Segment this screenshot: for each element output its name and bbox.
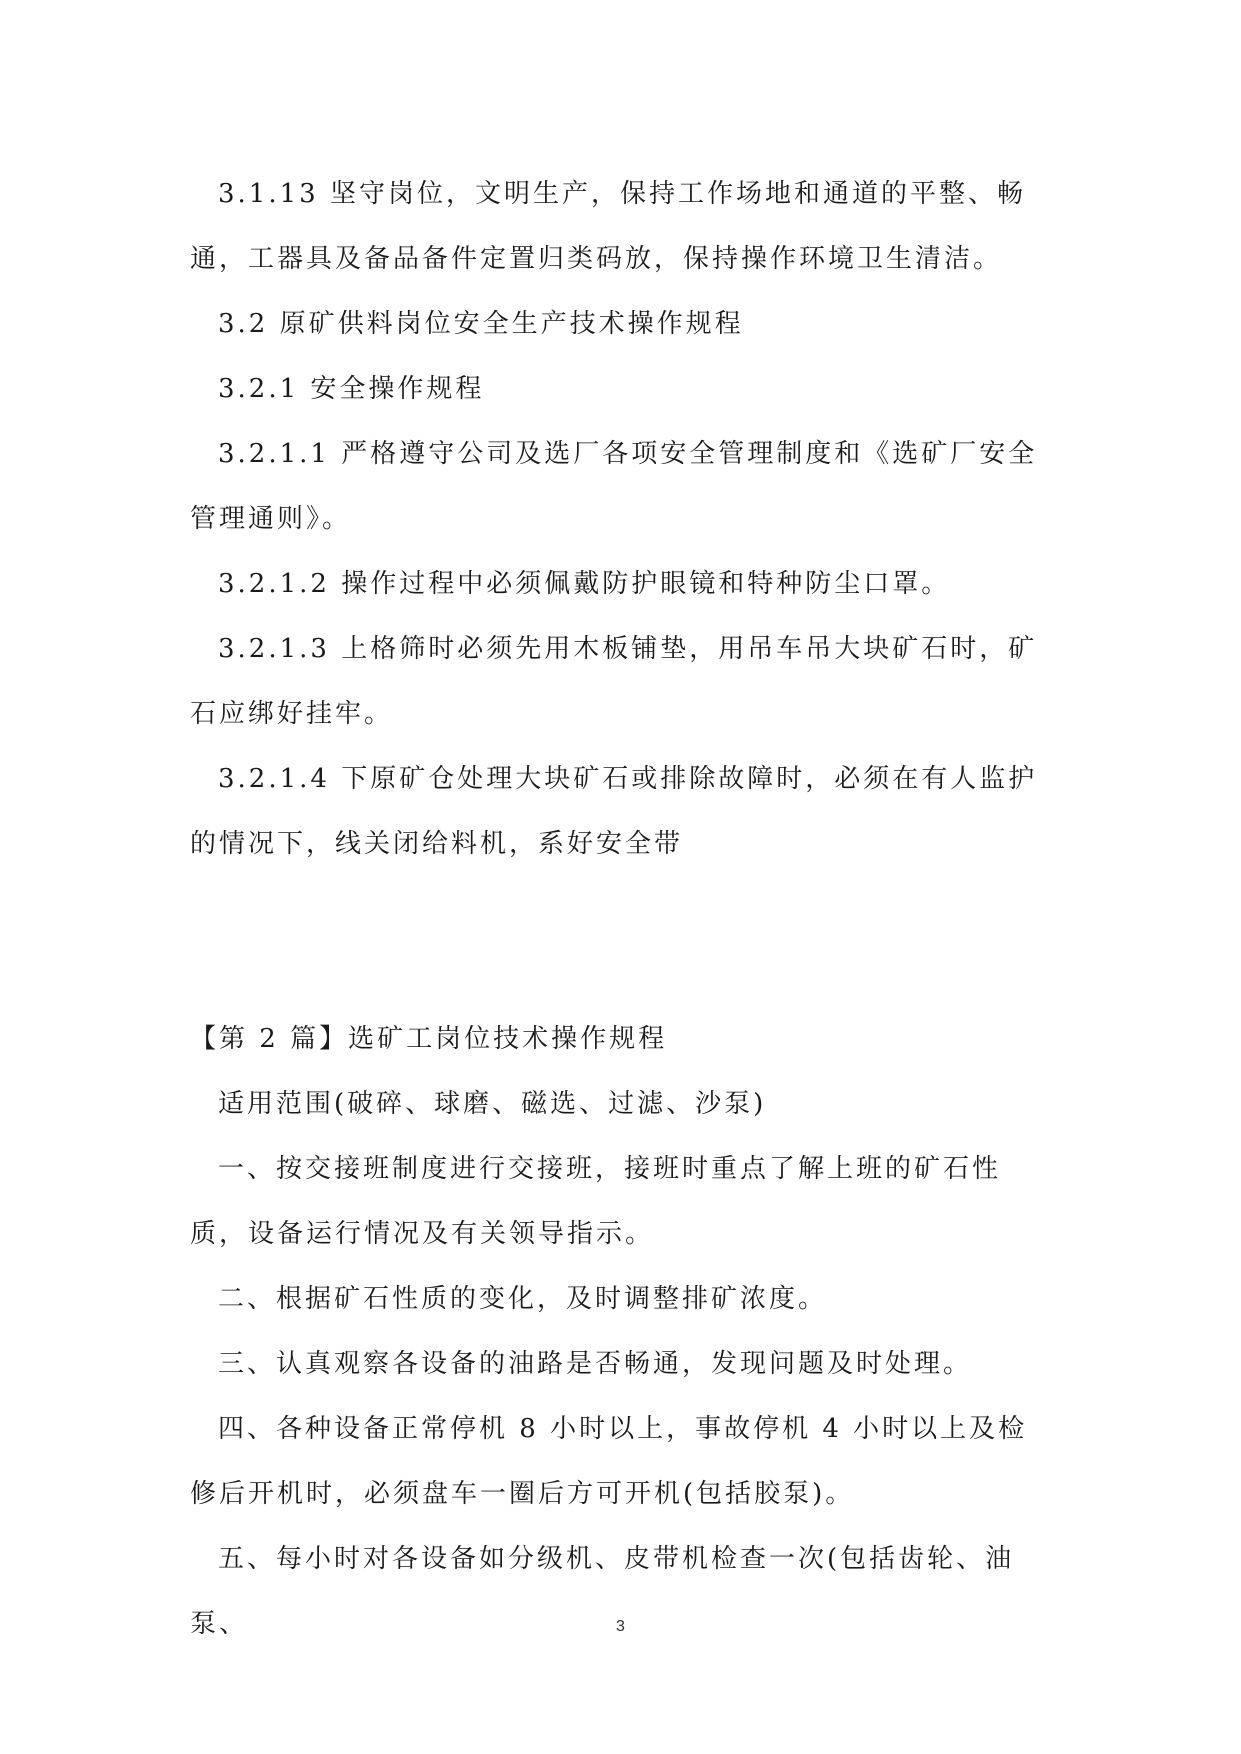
scope-paragraph: 适用范围(破碎、球磨、磁选、过滤、沙泵) <box>218 1089 767 1119</box>
paragraph-3-2-1-4: 3.2.1.4 下原矿仓处理大块矿石或排除故障时，必须在有人监护的情况下，线关闭给料机，系好安全带 <box>190 764 1038 859</box>
paragraph-3-2-1-3: 3.2.1.3 上格筛时必须先用木板铺垫，用吊车吊大块矿石时，矿石应绑好挂牢。 <box>190 634 1038 729</box>
section-gap <box>190 877 1056 1007</box>
paragraph-3-2-1-2: 3.2.1.2 操作过程中必须佩戴防护眼镜和特种防尘口罩。 <box>218 569 951 599</box>
section-2-title: 【第 2 篇】选矿工岗位技术操作规程 <box>190 1024 668 1054</box>
heading-3-2-1: 3.2.1 安全操作规程 <box>218 374 485 404</box>
list-item: 五、每小时对各设备如分级机、皮带机检查一次(包括齿轮、油泵、 <box>190 1544 1015 1639</box>
list-item: 一、按交接班制度进行交接班，接班时重点了解上班的矿石性质，设备运行情况及有关领导指示。 <box>190 1154 1002 1249</box>
list-item: 三、认真观察各设备的油路是否畅通，发现问题及时处理。 <box>218 1349 973 1379</box>
list-item: 四、各种设备正常停机 8 小时以上，事故停机 4 小时以上及检修后开机时，必须盘车一圈后方可开机(包括胶泵)。 <box>190 1414 1028 1509</box>
page-number: 3 <box>616 1618 625 1635</box>
heading-3-2: 3.2 原矿供料岗位安全生产技术操作规程 <box>218 309 744 339</box>
document-body <box>190 162 1056 1657</box>
paragraph-3-1-13: 3.1.13 坚守岗位，文明生产，保持工作场地和通道的平整、畅通，工器具及备品备件定置归类码放，保持操作环境卫生清洁。 <box>190 179 1026 274</box>
list-item: 二、根据矿石性质的变化，及时调整排矿浓度。 <box>218 1284 828 1314</box>
paragraph-3-2-1-1: 3.2.1.1 严格遵守公司及选厂各项安全管理制度和《选矿厂安全管理通则》。 <box>190 439 1038 534</box>
